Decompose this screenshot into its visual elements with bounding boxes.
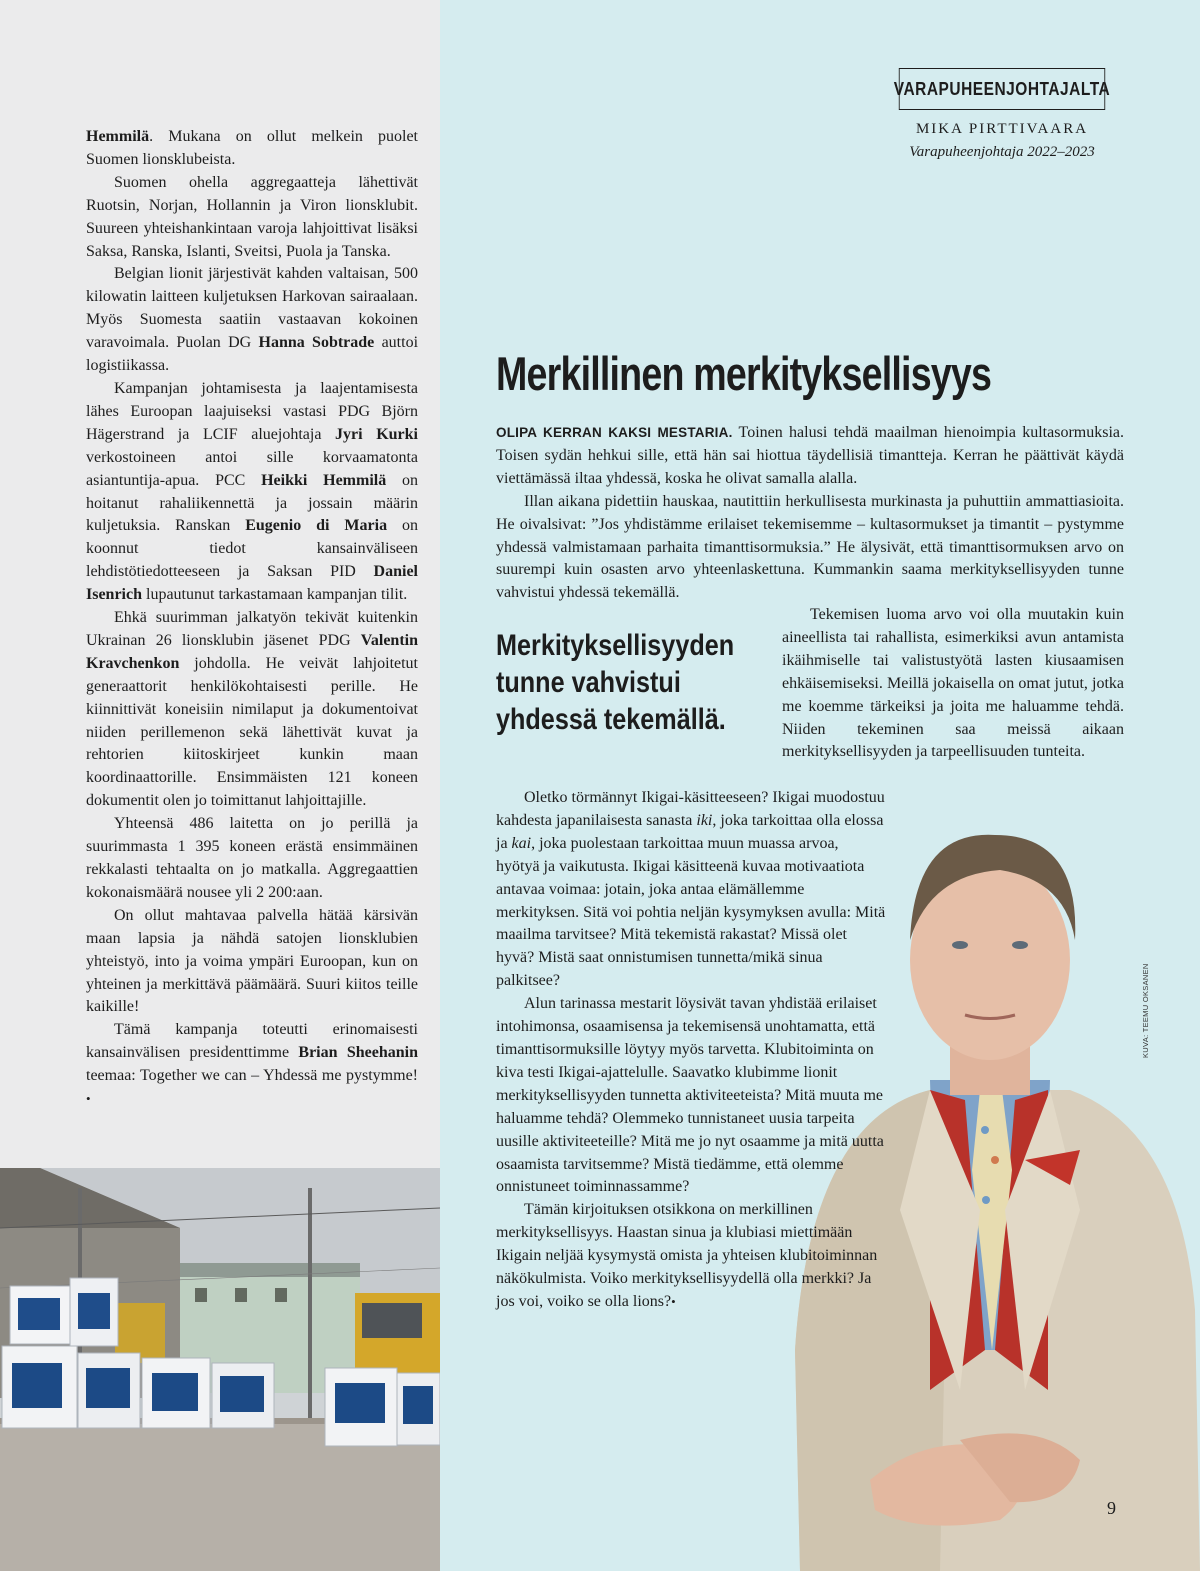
paragraph: On ollut mahtavaa palvella hätää kärsivän maan lapsia ja nähdä satojen lionsklubien yhteistyö, into ja voima ympäri Euroopan, kun on yhteinen ja merkittävä päämäärä. Suuri kiitos teille kaikille! — [86, 906, 418, 1016]
paragraph: Tämän kirjoituksen otsikkona on merkillinen merkityksellisyys. Haastan sinua ja klubiasi miettimään Ikigain neljää kysymystä omista ja yhteisen klubitoiminnan näkökulmista. Voiko merkityksellisyydellä olla merkki? Ja jos voi, voiko se olla lions?• — [496, 1201, 878, 1310]
author-name: MIKA PIRTTIVAARA — [915, 121, 1089, 137]
paragraph: Illan aikana pidettiin hauskaa, nautittiin herkullisesta murkinasta ja puhuttiin ammattiasioita. He oivalsivat: ”Jos yhdistämme erilaiset tekemisemme – kultasormukset ja timantit – pystymme yhdessä valmistamaan parhaita timanttisormuksia.” He älysivät, että timanttisormuksen arvo on suurempi kuin osasten arvo yhteenlaskettuna. Kummankin saama merkityksellisyyden tunne vahvistui yhdessä tekemällä. — [496, 492, 1124, 602]
paragraph: Tämä kampanja toteutti erinomaisesti kansainvälisen presidenttimme Brian Sheehanin teemaa: Together we can – Yhdessä me pystymme!• — [86, 1021, 418, 1107]
end-mark: • — [671, 1293, 676, 1309]
article-intro — [496, 422, 1124, 605]
article-title: Merkillinen merkityksellisyys — [496, 347, 992, 400]
paragraph: Kampanjan johtamisesta ja laajentamisesta lähes Euroopan laajuiseksi vastasi PDG Björn Hägerstrand ja LCIF aluejohtaja Jyri Kurki verkostoineen antoi sille korvaamatonta asiantuntija-apua. PCC Heikki Hemmilä on hoitanut rahaliikennettä ja jossain määrin kuljetuksia. Ranskan Eugenio di Maria on koonnut tiedot kansainväliseen lehdistötiedotteeseen ja Saksan PID Daniel Isenrich lupautunut tarkastamaan kampanjan tilit. — [86, 379, 419, 604]
paragraph: Suomen ohella aggregaatteja lähettivät Ruotsin, Norjan, Hollannin ja Viron lionsklubit. Suureen yhteishankintaan varoja lahjoittivat lisäksi Saksa, Ranska, Islanti, Sveitsi, Puola ja Tanska. — [86, 173, 418, 260]
paragraph: OLIPA KERRAN KAKSI MESTARIA. Toinen halusi tehdä maailman hienoimpia kultasormuksia. Toisen sydän hehkui sille, että hän sai hiottua täydellisiä timantteja. Kerran he päättivät käydä viettämässä iltaa yhdessä, koska he olivat samalla alalla. — [496, 424, 1124, 487]
paragraph: Oletko törmännyt Ikigai-käsitteeseen? Ikigai muodostuu kahdesta japanilaisesta sanasta iki, joka tarkoittaa olla elossa ja kai, joka puolestaan tarkoittaa muun muassa arvoa, hyötyä ja vaikutusta. Ikigai käsitteenä kuvaa motivaatiota antavaa voimaa: jotain, joka antaa elämällemme merkityksen. Sitä voi pohtia neljän kysymyksen avulla: Mitä maailma tarvitsee? Mitä tekemistä rakastat? Missä olet hyvä? Mistä saat onnistumisen tunnetta/mikä sinua palkitsee? — [496, 789, 886, 990]
paragraph: Yhteensä 486 laitetta on jo perillä ja suurimmasta 1 395 koneen erästä ensimmäinen rekkalasti tehtaalta on jo matkalla. Aggregaattien kokonaismäärä nousee yli 2 200:aan. — [86, 815, 418, 901]
generators-photo — [0, 1168, 440, 1571]
end-mark: • — [86, 1091, 91, 1107]
section-label: VARAPUHEENJOHTAJALTA — [899, 68, 1105, 110]
article-side-text — [782, 604, 1124, 764]
author-role: Varapuheenjohtaja 2022–2023 — [909, 144, 1095, 160]
paragraph: Belgian lionit järjestivät kahden valtaisan, 500 kilowatin laitteen kuljetuksen Harkovan sairaalaan. Myös Suomesta saatiin vastaavan kokoinen varavoimala. Puolan DG Hanna Sobtrade auttoi logistiikassa. — [86, 265, 419, 375]
paragraph: Alun tarinassa mestarit löysivät tavan yhdistää erilaiset intohimonsa, osaamisensa ja tekemisensä unohtamatta, että timanttisormuksille löytyy myös tarvetta. Klubitoiminta on kiva testi Ikigai-ajattelulle. Saavatko klubimme lionit merkityksellisyyden tunnetta aktiviteeteista? Mitä muuta me haluamme tehdä? Olemmeko tunnistaneet uusia tarpeita uusille aktiviteeteille? Mitä me jo nyt osaamme ja mitä uutta osaamista tarvitsemme? Mistä tiedämme, että olemme onnistuneet toiminnassamme? — [496, 995, 884, 1196]
left-column-text — [86, 126, 418, 1111]
pull-quote: Merkityksellisyyden tunne vahvistui yhdessä tekemällä. — [496, 629, 735, 736]
paragraph: Hemmilä. Mukana on ollut melkein puolet Suomen lionsklubeista. — [86, 128, 418, 168]
page-number: 9 — [1107, 1498, 1116, 1518]
paragraph: Ehkä suurimman jalkatyön tekivät kuitenkin Ukrainan 26 lionsklubin jäsenet PDG Valentin Kravchenkon johdolla. He veivät lahjoitetut generaattorit henkilökohtaisesti perille. He kiinnittivät koneisiin nimilaput ja dokumentoivat niiden perillemenon sekä lähettivät kuvat ja rehtorien kiitoskirjeet kunkin maan koordinaattorille. Ensimmäisten 121 koneen dokumentit olen jo toimittanut lahjoittajille. — [86, 609, 418, 810]
article-body — [496, 787, 886, 1314]
lead-in: OLIPA KERRAN KAKSI MESTARIA. — [496, 425, 733, 440]
paragraph: Tekemisen luoma arvo voi olla muutakin kuin aineellista tai rahallista, esimerkiksi avun antamista ikäihmiselle tai valistustyötä lasten kiusaamisen ehkäisemiseksi. Meillä jokaisella on omat jutut, jotka me koemme tärkeiksi ja joita me haluamme tehdä. Niiden tekeminen saa meissä aikaan merkityksellisyyden ja tarpeellisuuden tunteita. — [782, 606, 1124, 761]
photo-credit: KUVA: TEEMU OKSANEN — [1141, 963, 1150, 1058]
